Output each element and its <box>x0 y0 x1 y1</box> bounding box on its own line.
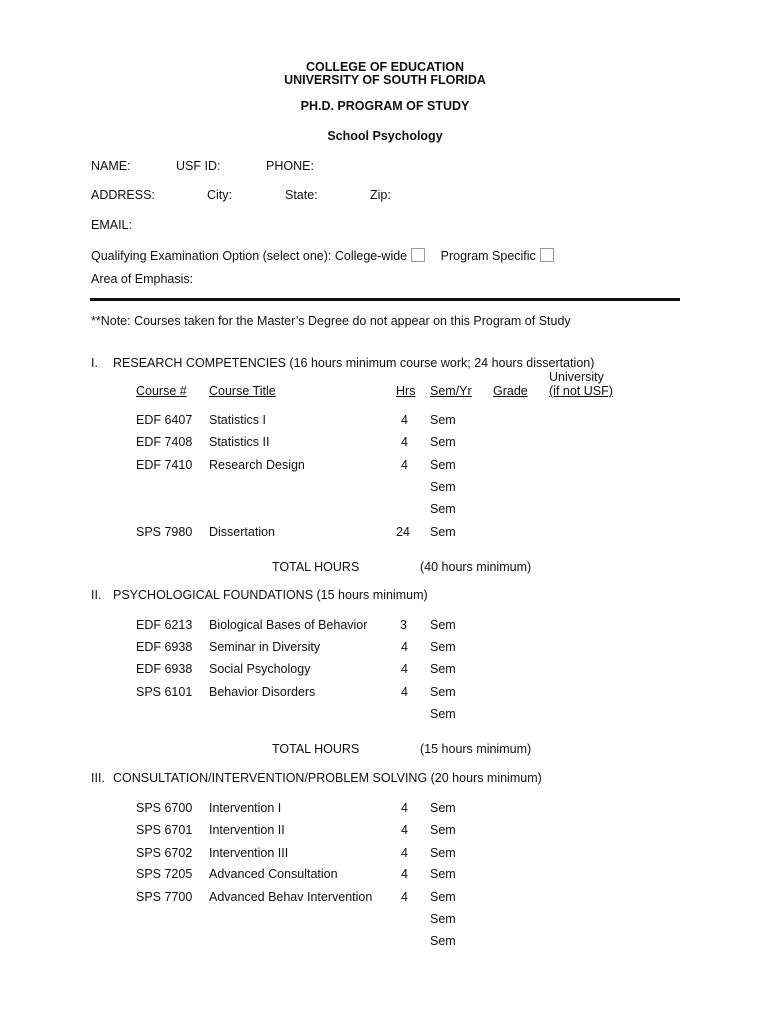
course-hours: 4 <box>401 640 408 654</box>
course-number: EDF 7410 <box>136 458 193 472</box>
course-number: EDF 6213 <box>136 618 193 632</box>
column-university: University <box>549 370 604 384</box>
section-numeral: I. <box>91 356 98 370</box>
section-title: PSYCHOLOGICAL FOUNDATIONS (15 hours minimum) <box>113 588 428 602</box>
total-hours-minimum: (40 hours minimum) <box>420 560 532 574</box>
course-number: SPS 6101 <box>136 685 193 699</box>
course-hours: 4 <box>401 458 408 472</box>
course-hours: 4 <box>401 846 408 860</box>
phone-label: PHONE: <box>266 159 314 173</box>
course-number: SPS 6702 <box>136 846 193 860</box>
program-specific-label: Program Specific <box>440 249 536 263</box>
column-hrs: Hrs <box>396 384 416 398</box>
college-wide-checkbox[interactable] <box>411 248 425 262</box>
program-specific-checkbox[interactable] <box>540 248 554 262</box>
course-sem: Sem <box>430 890 456 904</box>
course-number: SPS 7700 <box>136 890 193 904</box>
column-course-title: Course Title <box>209 384 276 398</box>
section-title: RESEARCH COMPETENCIES (16 hours minimum course work; 24 hours dissertation) <box>113 356 595 370</box>
usf-id-label: USF ID: <box>176 159 221 173</box>
column-sem-yr: Sem/Yr <box>430 384 472 398</box>
qualifying-label: Qualifying Examination Option (select one): College-wide <box>91 249 408 263</box>
course-sem: Sem <box>430 502 456 516</box>
course-title: Statistics II <box>209 435 270 449</box>
course-title: Intervention I <box>209 801 282 815</box>
course-title: Behavior Disorders <box>209 685 316 699</box>
zip-label: Zip: <box>370 188 391 202</box>
course-number: EDF 6938 <box>136 662 193 676</box>
course-number: EDF 6407 <box>136 413 193 427</box>
course-hours: 24 <box>396 525 410 539</box>
course-sem: Sem <box>430 618 456 632</box>
column-if-not-usf: (if not USF) <box>549 384 613 398</box>
total-hours-minimum: (15 hours minimum) <box>420 742 532 756</box>
course-title: Research Design <box>209 458 305 472</box>
course-sem: Sem <box>430 413 456 427</box>
course-hours: 4 <box>401 413 408 427</box>
course-sem: Sem <box>430 934 456 948</box>
course-title: Statistics I <box>209 413 266 427</box>
divider <box>90 298 680 301</box>
course-title: Intervention II <box>209 823 285 837</box>
area-of-emphasis-label: Area of Emphasis: <box>91 272 194 286</box>
university-name: UNIVERSITY OF SOUTH FLORIDA <box>284 73 486 87</box>
course-sem: Sem <box>430 801 456 815</box>
city-label: City: <box>207 188 232 202</box>
course-sem: Sem <box>430 685 456 699</box>
course-sem: Sem <box>430 525 456 539</box>
course-title: Seminar in Diversity <box>209 640 321 654</box>
course-hours: 4 <box>401 685 408 699</box>
section-title: CONSULTATION/INTERVENTION/PROBLEM SOLVING (20 hours minimum) <box>113 771 542 785</box>
course-title: Advanced Behav Intervention <box>209 890 373 904</box>
address-label: ADDRESS: <box>91 188 155 202</box>
note: **Note: Courses taken for the Master’s Degree do not appear on this Program of Study <box>91 314 571 328</box>
course-sem: Sem <box>430 662 456 676</box>
course-title: Biological Bases of Behavior <box>209 618 368 632</box>
course-hours: 4 <box>401 801 408 815</box>
course-number: SPS 7980 <box>136 525 193 539</box>
course-sem: Sem <box>430 640 456 654</box>
course-number: EDF 7408 <box>136 435 193 449</box>
course-sem: Sem <box>430 458 456 472</box>
course-hours: 4 <box>401 435 408 449</box>
email-label: EMAIL: <box>91 218 132 232</box>
course-hours: 4 <box>401 823 408 837</box>
course-title: Advanced Consultation <box>209 867 338 881</box>
course-hours: 4 <box>401 890 408 904</box>
course-sem: Sem <box>430 912 456 926</box>
course-hours: 3 <box>400 618 407 632</box>
course-title: Intervention III <box>209 846 289 860</box>
course-sem: Sem <box>430 823 456 837</box>
course-sem: Sem <box>430 707 456 721</box>
name-label: NAME: <box>91 159 131 173</box>
column-grade: Grade <box>493 384 528 398</box>
course-hours: 4 <box>401 662 408 676</box>
total-hours-label: TOTAL HOURS <box>272 560 360 574</box>
section-numeral: III. <box>91 771 105 785</box>
college-name: COLLEGE OF EDUCATION <box>305 60 465 74</box>
course-number: EDF 6938 <box>136 640 193 654</box>
course-sem: Sem <box>430 867 456 881</box>
specialty-title: School Psychology <box>327 129 443 143</box>
section-numeral: II. <box>91 588 102 602</box>
qualifying-exam-option <box>91 248 554 263</box>
course-number: SPS 6700 <box>136 801 193 815</box>
course-number: SPS 6701 <box>136 823 193 837</box>
course-sem: Sem <box>430 846 456 860</box>
course-sem: Sem <box>430 435 456 449</box>
course-title: Social Psychology <box>209 662 311 676</box>
total-hours-label: TOTAL HOURS <box>272 742 360 756</box>
course-sem: Sem <box>430 480 456 494</box>
state-label: State: <box>285 188 318 202</box>
course-hours: 4 <box>401 867 408 881</box>
column-course-number: Course # <box>136 384 187 398</box>
course-number: SPS 7205 <box>136 867 193 881</box>
program-title: PH.D. PROGRAM OF STUDY <box>300 99 470 113</box>
course-title: Dissertation <box>209 525 275 539</box>
